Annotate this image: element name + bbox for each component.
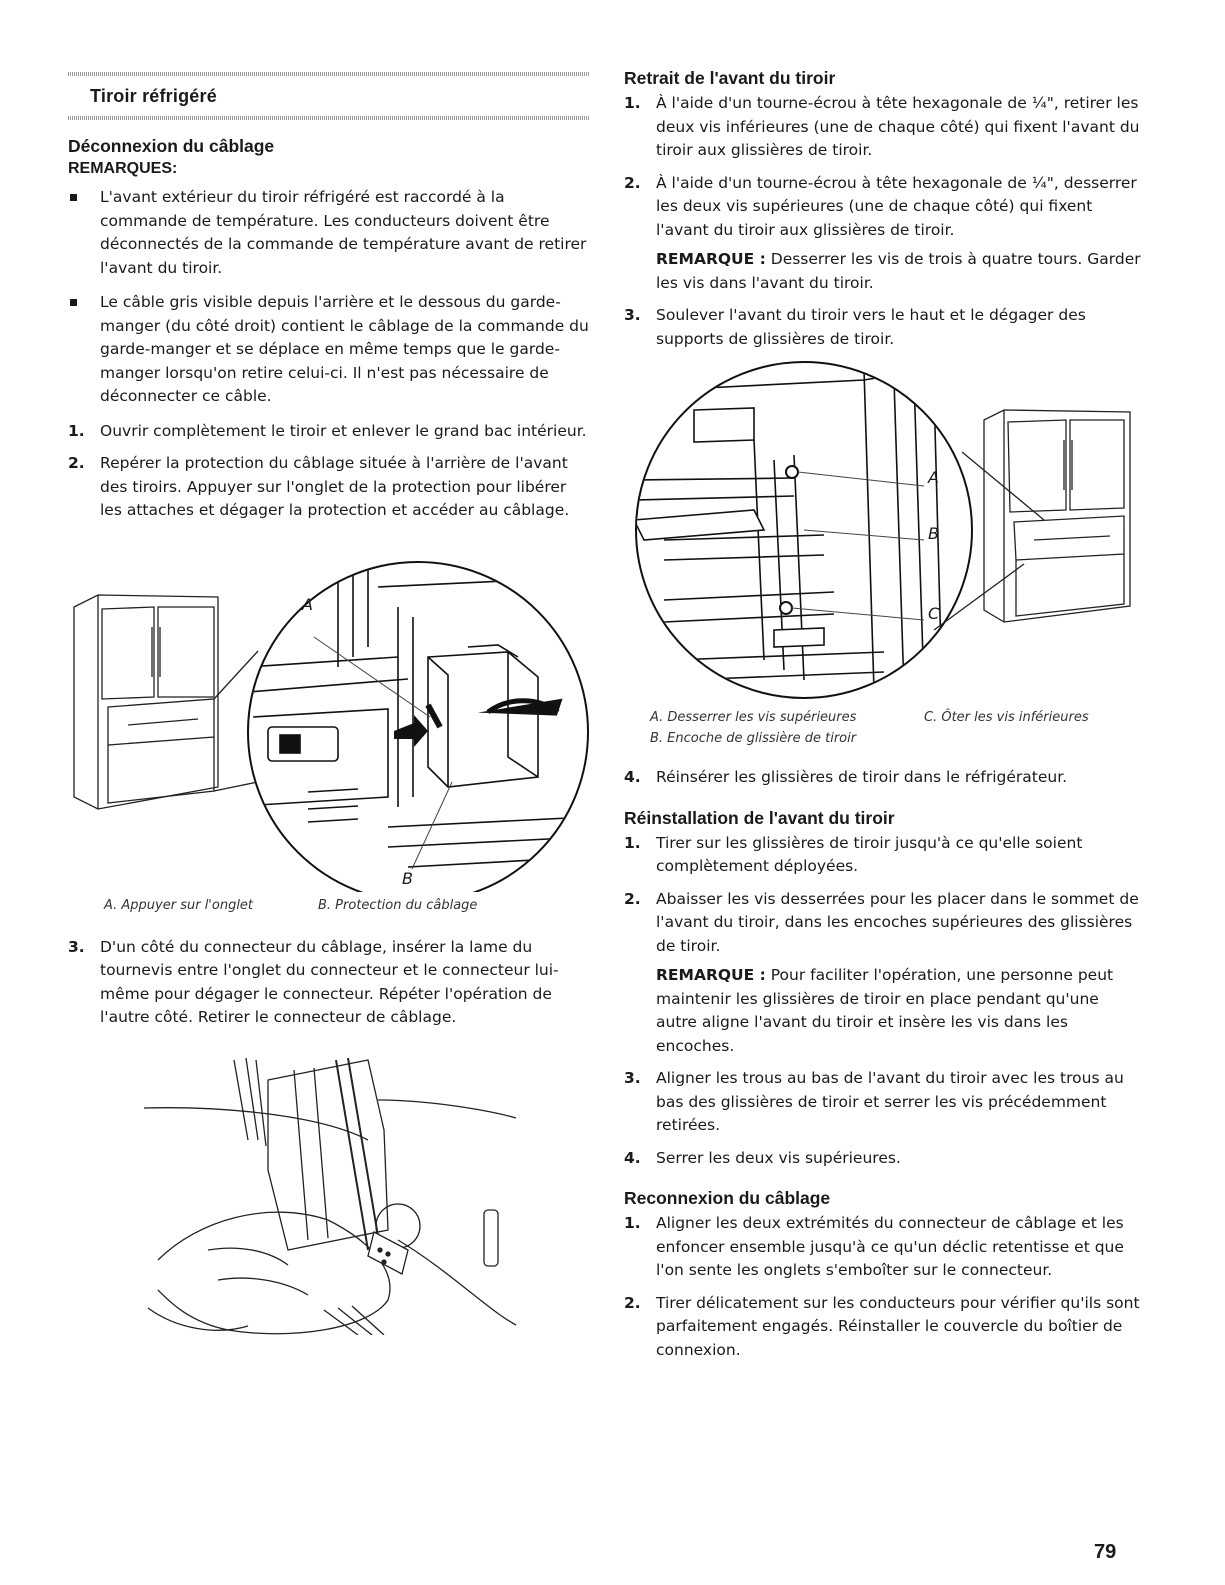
step-number: 3.	[624, 1069, 641, 1087]
reinstall-steps	[624, 832, 1144, 1171]
step-number: 4.	[624, 768, 641, 786]
right-column	[624, 0, 1144, 1371]
page-number: 79	[1094, 1541, 1117, 1563]
figure-screwdriver	[68, 1050, 590, 1335]
remarks-label: REMARQUES:	[68, 160, 178, 177]
figure2-caption-b: B. Encoche de glissière de tiroir	[650, 731, 857, 746]
remark-item: L'avant extérieur du tiroir réfrigéré est raccordé à la commande de température. Les conducteurs doivent être déconnectés de la commande de température avant de retirer l'avant du tiroir.	[68, 186, 590, 280]
step-text: À l'aide d'un tourne-écrou à tête hexagonale de ¼", retirer les deux vis inférieures (une de chaque côté) qui fixent l'avant du tiroir aux glissières de tiroir.	[656, 94, 1140, 159]
step-number: 2.	[624, 173, 641, 192]
step-item	[624, 304, 1144, 351]
figure1-caption-a: A. Appuyer sur l'onglet	[104, 897, 254, 913]
screwdriver-illustration	[68, 1050, 590, 1335]
figure1-caption-b: B. Protection du câblage	[318, 897, 478, 913]
step-number: 1.	[624, 1214, 641, 1232]
step-text: Aligner les trous au bas de l'avant du tiroir avec les trous au bas des glissières de tiroir et serrer les vis précédemment retirées.	[656, 1069, 1124, 1134]
step-item	[624, 1067, 1144, 1138]
step-item	[68, 420, 590, 444]
figure1-label-b: B	[402, 868, 413, 888]
step-text: Aligner les deux extrémités du connecteur de câblage et les enfoncer ensemble jusqu'à ce qu'un déclic retentisse et que l'on sente les onglets s'emboîter sur le connecteur.	[656, 1214, 1124, 1279]
heading-disconnect: Déconnexion du câblage	[68, 136, 275, 156]
note-label: REMARQUE :	[656, 966, 766, 984]
step-text: À l'aide d'un tourne-écrou à tête hexagonale de ¼", desserrer les deux vis supérieures (une de chaque côté) qui fixent l'avant du tiroir aux glissières de tiroir.	[656, 173, 1137, 239]
wiring-cover-illustration	[68, 547, 590, 892]
heading-remove-front: Retrait de l'avant du tiroir	[624, 68, 836, 88]
figure2-label-b: B	[928, 524, 939, 543]
step-item	[624, 832, 1144, 879]
step-number: 2.	[68, 454, 85, 472]
heading-reinstall-front: Réinstallation de l'avant du tiroir	[624, 807, 895, 828]
step-text: Tirer sur les glissières de tiroir jusqu'à ce qu'elle soient complètement déployées.	[656, 833, 1083, 875]
left-column	[68, 0, 590, 1335]
remove-step-4	[624, 766, 1144, 790]
figure1-label-a: A	[302, 594, 313, 614]
note-helper	[656, 964, 1144, 1058]
section-divider-bottom	[68, 116, 590, 120]
figure2-captions	[624, 708, 1144, 752]
reconnect-steps	[624, 1212, 1144, 1362]
drawer-slides-illustration	[624, 360, 1144, 700]
step-number: 1.	[68, 421, 85, 440]
remarks-list	[68, 186, 590, 409]
step-item	[624, 1292, 1144, 1363]
section-divider-top	[68, 72, 590, 76]
step-item	[624, 888, 1144, 1059]
figure1-captions	[68, 896, 590, 924]
step-text: Serrer les deux vis supérieures.	[656, 1148, 901, 1167]
section-title: Tiroir réfrigéré	[90, 86, 217, 106]
step-item	[624, 1212, 1144, 1283]
figure-drawer-slides	[624, 360, 1144, 700]
step-item	[624, 172, 1144, 296]
figure2-caption-c: C. Ôter les vis inférieures	[924, 710, 1089, 725]
disconnect-step-3	[68, 936, 590, 1030]
heading-reconnect: Reconnexion du câblage	[624, 1188, 831, 1208]
step-item	[624, 92, 1144, 163]
figure-wiring-cover	[68, 547, 590, 892]
note-text: Pour faciliter l'opération, une personne peut maintenir les glissières de tiroir en place pendant qu'une autre aligne l'avant du tiroir et insère les vis dans les encoches.	[656, 966, 1114, 1055]
figure2-caption-a: A. Desserrer les vis supérieures	[650, 710, 857, 725]
disconnect-steps	[68, 420, 590, 523]
note-text: Desserrer les vis de trois à quatre tours. Garder les vis dans l'avant du tiroir.	[656, 250, 1141, 292]
step-text: Soulever l'avant du tiroir vers le haut et le dégager des supports de glissières de tiroir.	[656, 306, 1086, 348]
step-text: Ouvrir complètement le tiroir et enlever le grand bac intérieur.	[100, 421, 587, 440]
step-text: Réinsérer les glissières de tiroir dans le réfrigérateur.	[656, 768, 1068, 786]
step-number: 2.	[624, 889, 641, 908]
step-number: 1.	[624, 833, 641, 852]
figure2-label-a: A	[928, 468, 939, 487]
step-number: 3.	[68, 937, 85, 956]
remove-steps	[624, 92, 1144, 351]
step-text: Repérer la protection du câblage située à l'arrière de l'avant des tiroirs. Appuyer sur l'onglet de la protection pour libérer les attaches et dégager la protection et accéder au câblage.	[100, 454, 570, 519]
step-text: D'un côté du connecteur du câblage, insérer la lame du tournevis entre l'onglet du connecteur et le connecteur lui-même pour dégager le connecteur. Répéter l'opération de l'autre côté. Retirer le connecteur de câblage.	[100, 937, 559, 1026]
step-text: Tirer délicatement sur les conducteurs pour vérifier qu'ils sont parfaitement engagés. Réinstaller le couvercle du boîtier de connexion.	[656, 1293, 1140, 1359]
note-loosen	[656, 248, 1144, 295]
figure2-label-c: C	[928, 604, 940, 623]
step-number: 3.	[624, 306, 641, 324]
step-number: 1.	[624, 94, 641, 112]
step-item	[68, 936, 590, 1030]
step-number: 4.	[624, 1148, 641, 1167]
step-text: Abaisser les vis desserrées pour les placer dans le sommet de l'avant du tiroir, dans les encoches supérieures des glissières de tiroir.	[656, 889, 1139, 955]
step-item	[624, 1147, 1144, 1171]
remark-item: Le câble gris visible depuis l'arrière et le dessous du garde-manger (du côté droit) contient le câblage de la commande du garde-manger et se déplace en même temps que le garde-manger lorsqu'on retire celui-ci. Il n'est pas nécessaire de déconnecter ce câble.	[68, 291, 590, 409]
step-number: 2.	[624, 1293, 641, 1312]
step-item	[68, 452, 590, 523]
note-label: REMARQUE :	[656, 250, 766, 268]
step-item	[624, 766, 1144, 790]
